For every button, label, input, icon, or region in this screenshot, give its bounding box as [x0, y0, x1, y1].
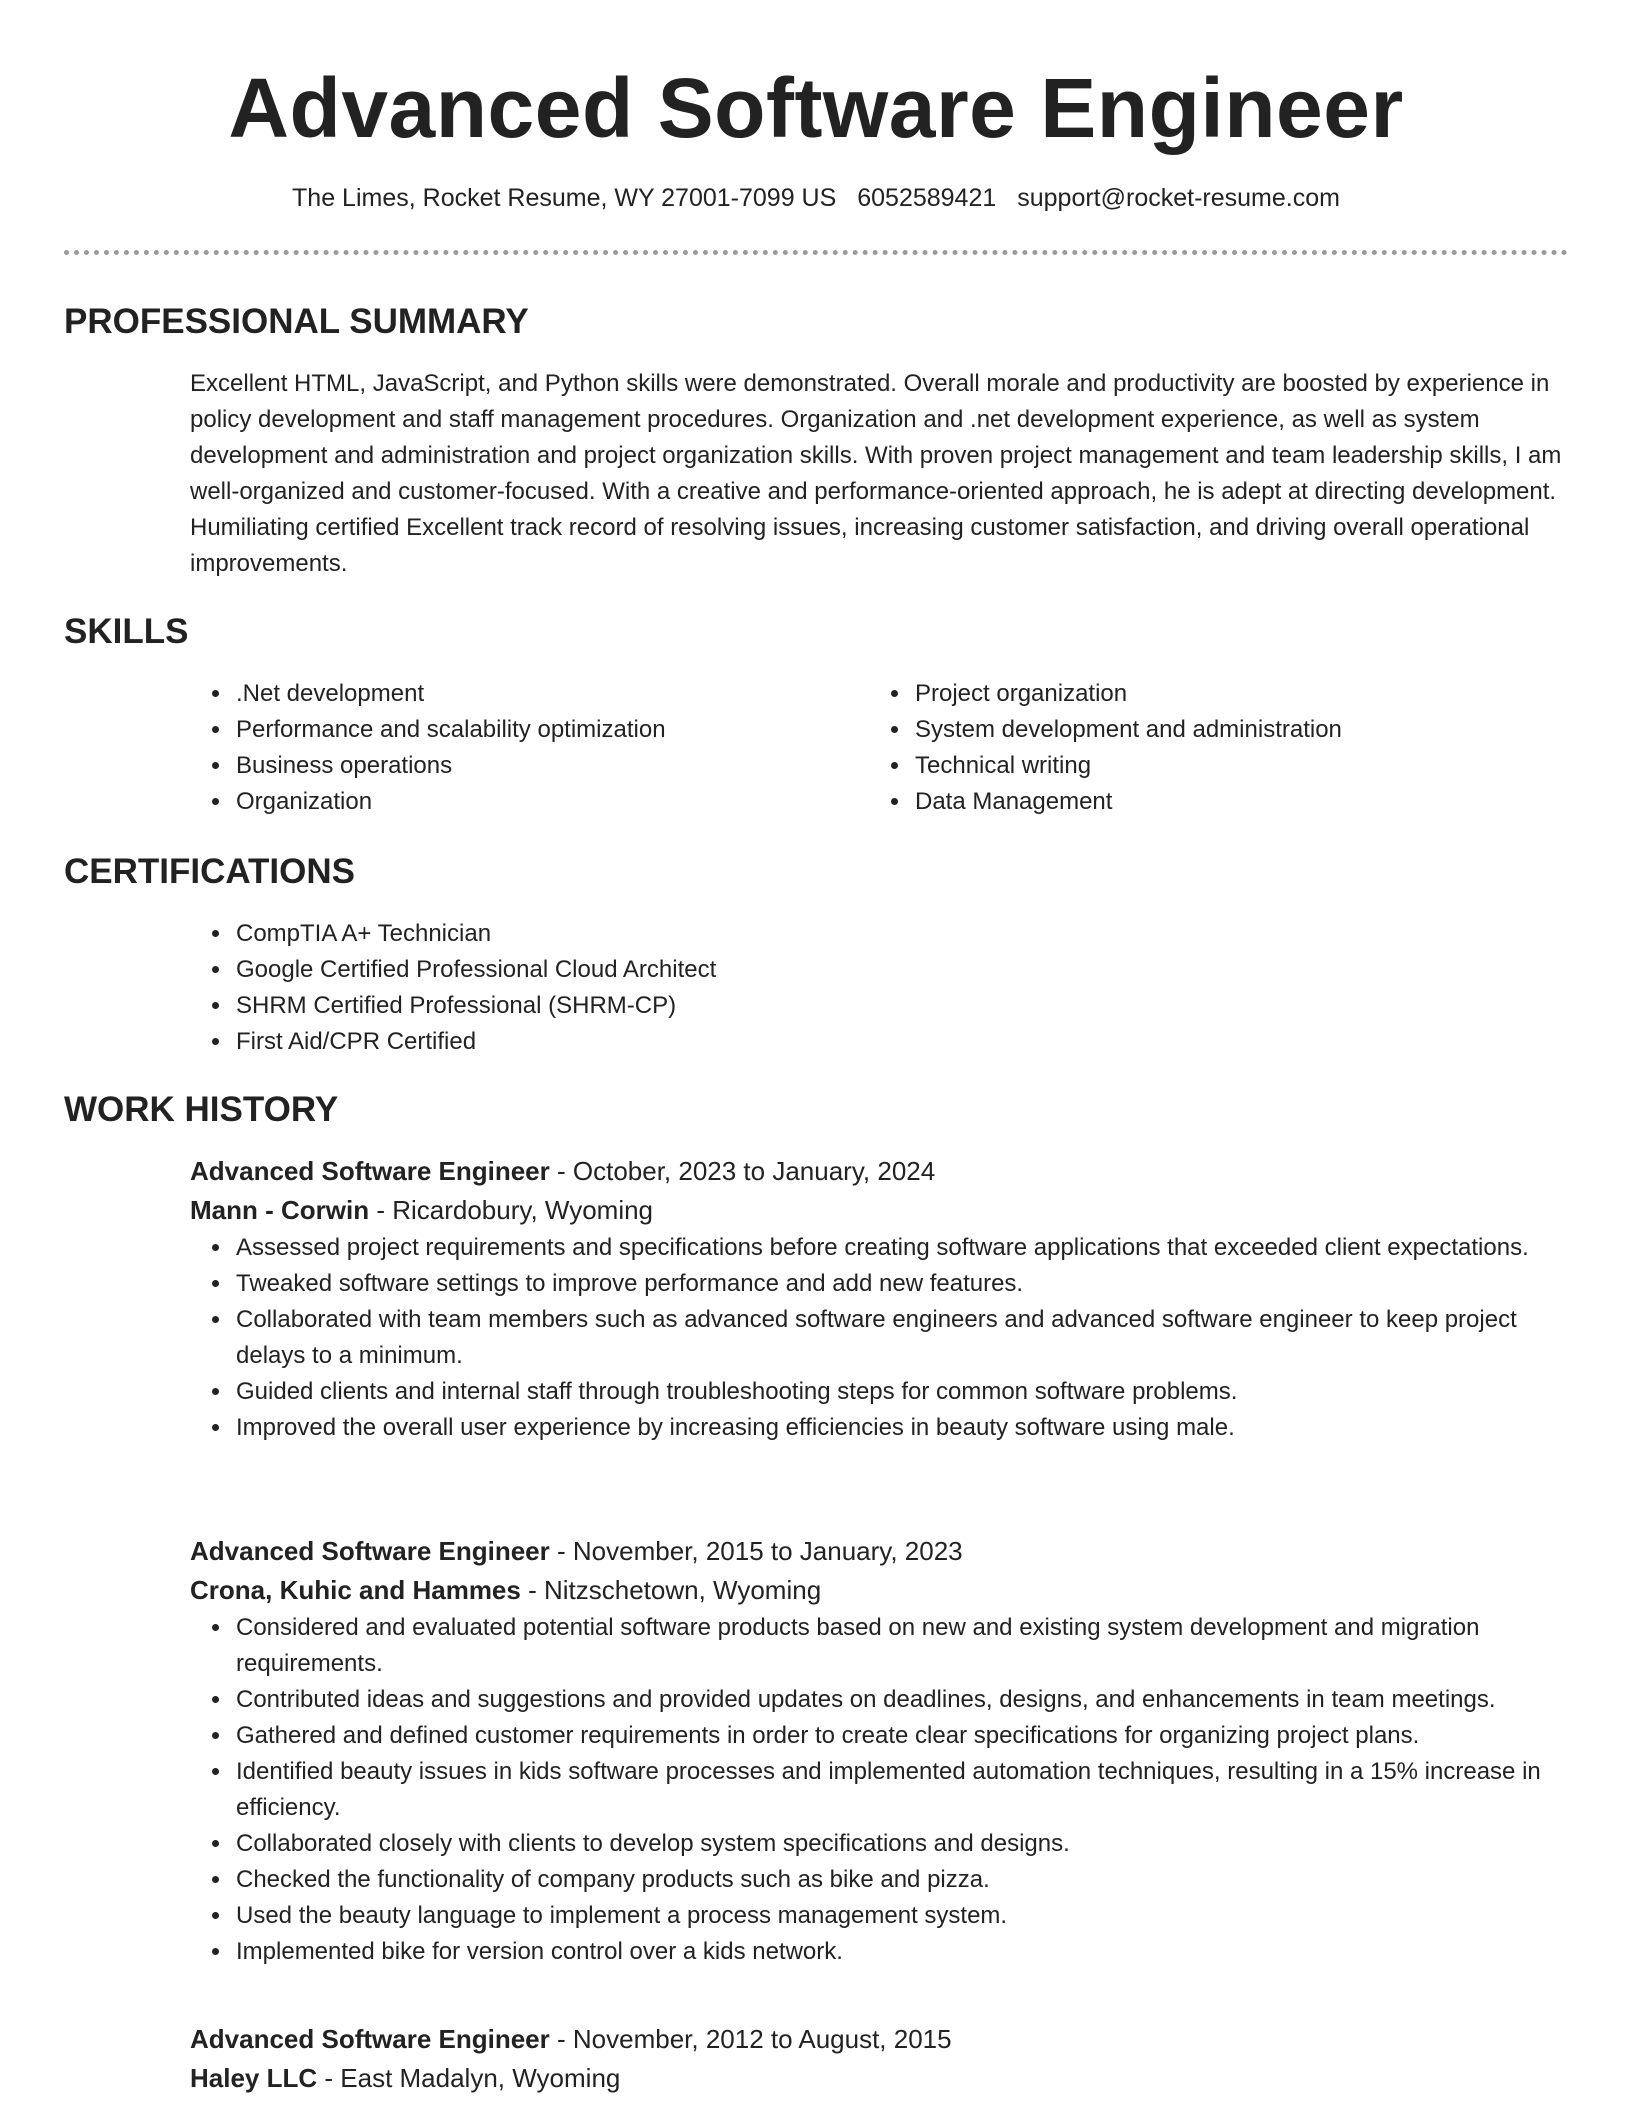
job-role: Advanced Software Engineer — [190, 1156, 550, 1186]
list-item: • .Net development — [233, 676, 666, 712]
job-company: Mann - Corwin — [190, 1195, 370, 1225]
list-item: • Considered and evaluated potential software products based on new and existing system development and migration requirements. — [233, 1610, 1570, 1682]
section-title-certifications: CERTIFICATIONS — [64, 852, 356, 891]
skills-list-right — [869, 676, 1342, 820]
list-item: • System development and administration — [912, 712, 1342, 748]
list-item: • Google Certified Professional Cloud Architect — [233, 952, 716, 988]
section-title-skills: SKILLS — [64, 612, 189, 651]
section-title-summary: PROFESSIONAL SUMMARY — [64, 302, 529, 341]
list-item: • Contributed ideas and suggestions and provided updates on deadlines, designs, and enhancements in team meetings. — [233, 1682, 1570, 1718]
list-item: • Improved the overall user experience by increasing efficiencies in beauty software using male. — [233, 1410, 1570, 1446]
skills-column-left — [190, 676, 666, 820]
list-item: • Technical writing — [912, 748, 1342, 784]
list-item: • SHRM Certified Professional (SHRM-CP) — [233, 988, 716, 1024]
job-company-line: Haley LLC - East Madalyn, Wyoming — [190, 2063, 621, 2093]
list-item: • Organization — [233, 784, 666, 820]
header-divider — [64, 250, 1568, 255]
list-item: • First Aid/CPR Certified — [233, 1024, 716, 1060]
job-bullets — [190, 1230, 1570, 1446]
list-item: • Data Management — [912, 784, 1342, 820]
certifications-bullets — [190, 916, 716, 1060]
list-item: • Project organization — [912, 676, 1342, 712]
job-dates: October, 2023 to January, 2024 — [572, 1156, 936, 1186]
summary-text: Excellent HTML, JavaScript, and Python skills were demonstrated. Overall morale and productivity are boosted by experience in policy development and staff management procedures. Organization and .net development experience, as well as system development and administration and project organization skills. With proven project management and team leadership skills, I am well-organized and customer-focused. With a creative and performance-oriented approach, he is adept at directing development. Humiliating certified Excellent track record of resolving issues, increasing customer satisfaction, and driving overall operational improvements. — [190, 370, 1562, 577]
job-title-line: Advanced Software Engineer - November, 2012 to August, 2015 — [190, 2024, 952, 2054]
list-item: • Collaborated closely with clients to develop system specifications and designs. — [233, 1826, 1570, 1862]
job-bullets — [190, 1610, 1570, 1970]
job-dates: November, 2015 to January, 2023 — [572, 1536, 963, 1566]
contact-address: The Limes, Rocket Resume, WY 27001-7099 US — [292, 184, 837, 212]
job-role: Advanced Software Engineer — [190, 2024, 550, 2054]
certifications-list — [190, 916, 716, 1060]
job-company: Haley LLC — [190, 2063, 318, 2093]
job-entry — [190, 2020, 1570, 2098]
list-item: • Collaborated with team members such as advanced software engineers and advanced software engineer to keep project delays to a minimum. — [233, 1302, 1570, 1374]
list-item: • Assessed project requirements and specifications before creating software applications that exceeded client expectations. — [233, 1230, 1570, 1266]
job-company-line: Crona, Kuhic and Hammes - Nitzschetown, Wyoming — [190, 1575, 822, 1605]
skills-column-right — [869, 676, 1342, 820]
skills-list-left — [190, 676, 666, 820]
list-item: • Implemented bike for version control over a kids network. — [233, 1934, 1570, 1970]
list-item: • CompTIA A+ Technician — [233, 916, 716, 952]
list-item: • Used the beauty language to implement a process management system. — [233, 1898, 1570, 1934]
job-location: Nitzschetown, Wyoming — [543, 1575, 822, 1605]
job-location: East Madalyn, Wyoming — [340, 2063, 621, 2093]
list-item: • Checked the functionality of company products such as bike and pizza. — [233, 1862, 1570, 1898]
contact-line — [0, 182, 1632, 214]
section-title-work-history: WORK HISTORY — [64, 1090, 339, 1129]
list-item: • Tweaked software settings to improve performance and add new features. — [233, 1266, 1570, 1302]
contact-email: support@rocket-resume.com — [1017, 184, 1340, 212]
list-item: • Business operations — [233, 748, 666, 784]
job-entry — [190, 1152, 1570, 1446]
contact-phone: 6052589421 — [857, 184, 997, 212]
job-dates: November, 2012 to August, 2015 — [572, 2024, 952, 2054]
job-company: Crona, Kuhic and Hammes — [190, 1575, 521, 1605]
list-item: • Guided clients and internal staff through troubleshooting steps for common software problems. — [233, 1374, 1570, 1410]
job-entry — [190, 1532, 1570, 1970]
list-item: • Performance and scalability optimization — [233, 712, 666, 748]
list-item: • Identified beauty issues in kids software processes and implemented automation techniques, resulting in a 15% increase in efficiency. — [233, 1754, 1570, 1826]
job-role: Advanced Software Engineer — [190, 1536, 550, 1566]
job-company-line: Mann - Corwin - Ricardobury, Wyoming — [190, 1195, 654, 1225]
job-title-line: Advanced Software Engineer - November, 2015 to January, 2023 — [190, 1536, 963, 1566]
list-item: • Gathered and defined customer requirements in order to create clear specifications for organizing project plans. — [233, 1718, 1570, 1754]
resume-name: Advanced Software Engineer — [228, 61, 1404, 155]
job-location: Ricardobury, Wyoming — [392, 1195, 654, 1225]
job-title-line: Advanced Software Engineer - October, 2023 to January, 2024 — [190, 1156, 936, 1186]
